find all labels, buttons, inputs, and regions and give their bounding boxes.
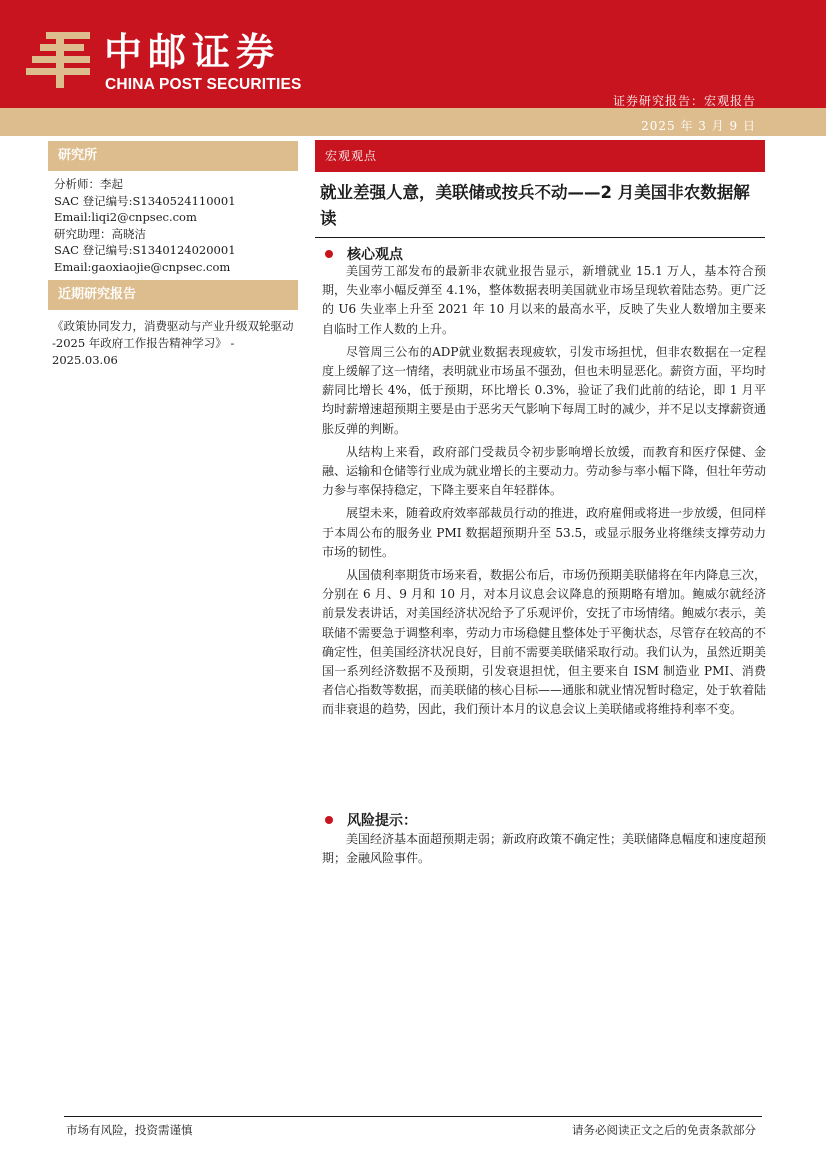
report-type: 证券研究报告：宏观报告 bbox=[612, 94, 756, 108]
risk-heading bbox=[325, 810, 417, 830]
body-paragraph: 美国劳工部发布的最新非农就业报告显示，新增就业 15.1 万人，基本符合预期，失业率小幅反弹至 4.1%，整体数据表明美国就业市场呈现软着陆态势。更广泛的 U6 失业率上升至 2021 年 10 月以来的最高水平，反映了失业人数增加主要来自临时工作人数的上升。 bbox=[322, 264, 766, 336]
analyst-info bbox=[54, 176, 304, 275]
body-paragraph: 展望未来，随着政府效率部裁员行动的推进，政府雇佣或将进一步放缓，但同样于本周公布的服务业 PMI 数据超预期升至 53.5，或显示服务业将继续支撑劳动力市场的韧性。 bbox=[322, 506, 767, 559]
report-date: 2025 年 3 月 9 日 bbox=[641, 119, 756, 133]
section-label: 宏观观点 bbox=[315, 140, 765, 172]
core-body bbox=[322, 262, 766, 720]
analyst-line: SAC 登记编号:S1340124020001 bbox=[54, 243, 236, 257]
analyst-line: 研究助理：高晓洁 bbox=[54, 226, 146, 241]
footer-divider bbox=[64, 1116, 762, 1117]
risk-body bbox=[322, 830, 766, 868]
analyst-line: 分析师：李起 bbox=[54, 177, 123, 191]
analyst-email[interactable]: Email:gaoxiaojie@cnpsec.com bbox=[54, 259, 231, 274]
body-paragraph: 美国经济基本面超预期走弱；新政府政策不确定性；美联储降息幅度和速度超预期；金融风险事件。 bbox=[322, 832, 767, 866]
body-paragraph: 尽管周三公布的ADP就业数据表现疲软，引发市场担忧，但非农数据在一定程度上缓解了这一情绪，表明就业市场虽不强劲，但也未明显恶化。薪资方面，平均时薪同比增长 4%，低于预期，环比增长 0.3%，验证了我们此前的结论，即 1 月平均时薪增速超预期主要是由于恶劣天气影响下每周工时的减少，并不足以支撑薪资通胀反弹的判断。 bbox=[322, 344, 767, 436]
institute-label: 研究所 bbox=[48, 141, 298, 171]
analyst-email[interactable]: Email:liqi2@cnpsec.com bbox=[54, 210, 197, 224]
body-paragraph: 从结构上来看，政府部门受裁员令初步影响增长放缓，而教育和医疗保健、金融、运输和仓储等行业成为就业增长的主要动力。劳动参与率小幅下降，但壮年劳动力参与率保持稳定，下降主要来自年轻群体。 bbox=[322, 444, 767, 498]
recent-report-item[interactable]: 《政策协同发力，消费驱动与产业升级双轮驱动 -2025 年政府工作报告精神学习》 - 2025.03.06 bbox=[52, 319, 294, 367]
body-paragraph: 从国债利率期货市场来看，数据公布后，市场仍预期美联储将在年内降息三次，分别在 6 月、9 月和 10 月，对本月议息会议降息的预期略有增加。鲍威尔就经济前景发表讲话，对美国经济状况给予了乐观评价，安抚了市场情绪。鲍威尔表示，美联储不需要急于调整利率，劳动力市场稳健且整体处于平衡状态，尽管存在较高的不确定性，但美国经济状况良好，目前不需要美联储采取行动。我们认为，虽然近期美国一系列经济数据不及预期，引发衰退担忧，但主要来自 ISM 制造业 PMI、消费者信心指数等数据，而美联储的核心目标——通胀和就业情况暂时稳定，处于软着陆而非衰退的趋势，因此，我们预计本月的议息会议上美联储或将维持利率不变。 bbox=[322, 568, 767, 717]
risk-heading-text: 风险提示： bbox=[347, 813, 417, 829]
title-divider bbox=[315, 237, 765, 238]
header-banner bbox=[0, 0, 826, 108]
bullet-dot-icon bbox=[325, 816, 333, 824]
china-post-logo-icon bbox=[26, 30, 94, 90]
footer-notice: 请务必阅读正文之后的免责条款部分 bbox=[572, 1123, 756, 1137]
footer-disclaimer: 市场有风险，投资需谨慎 bbox=[66, 1123, 193, 1137]
recent-reports-label: 近期研究报告 bbox=[48, 280, 298, 310]
analyst-line: SAC 登记编号:S1340524110001 bbox=[54, 193, 236, 208]
brand-name-cn: 中邮证券 bbox=[104, 30, 281, 74]
core-heading-text: 核心观点 bbox=[347, 247, 403, 263]
core-heading bbox=[325, 244, 403, 264]
bullet-dot-icon bbox=[325, 250, 333, 258]
brand-name-en: CHINA POST SECURITIES bbox=[105, 76, 302, 93]
report-title: 就业差强人意，美联储或按兵不动——2 月美国非农数据解读 bbox=[320, 183, 750, 228]
